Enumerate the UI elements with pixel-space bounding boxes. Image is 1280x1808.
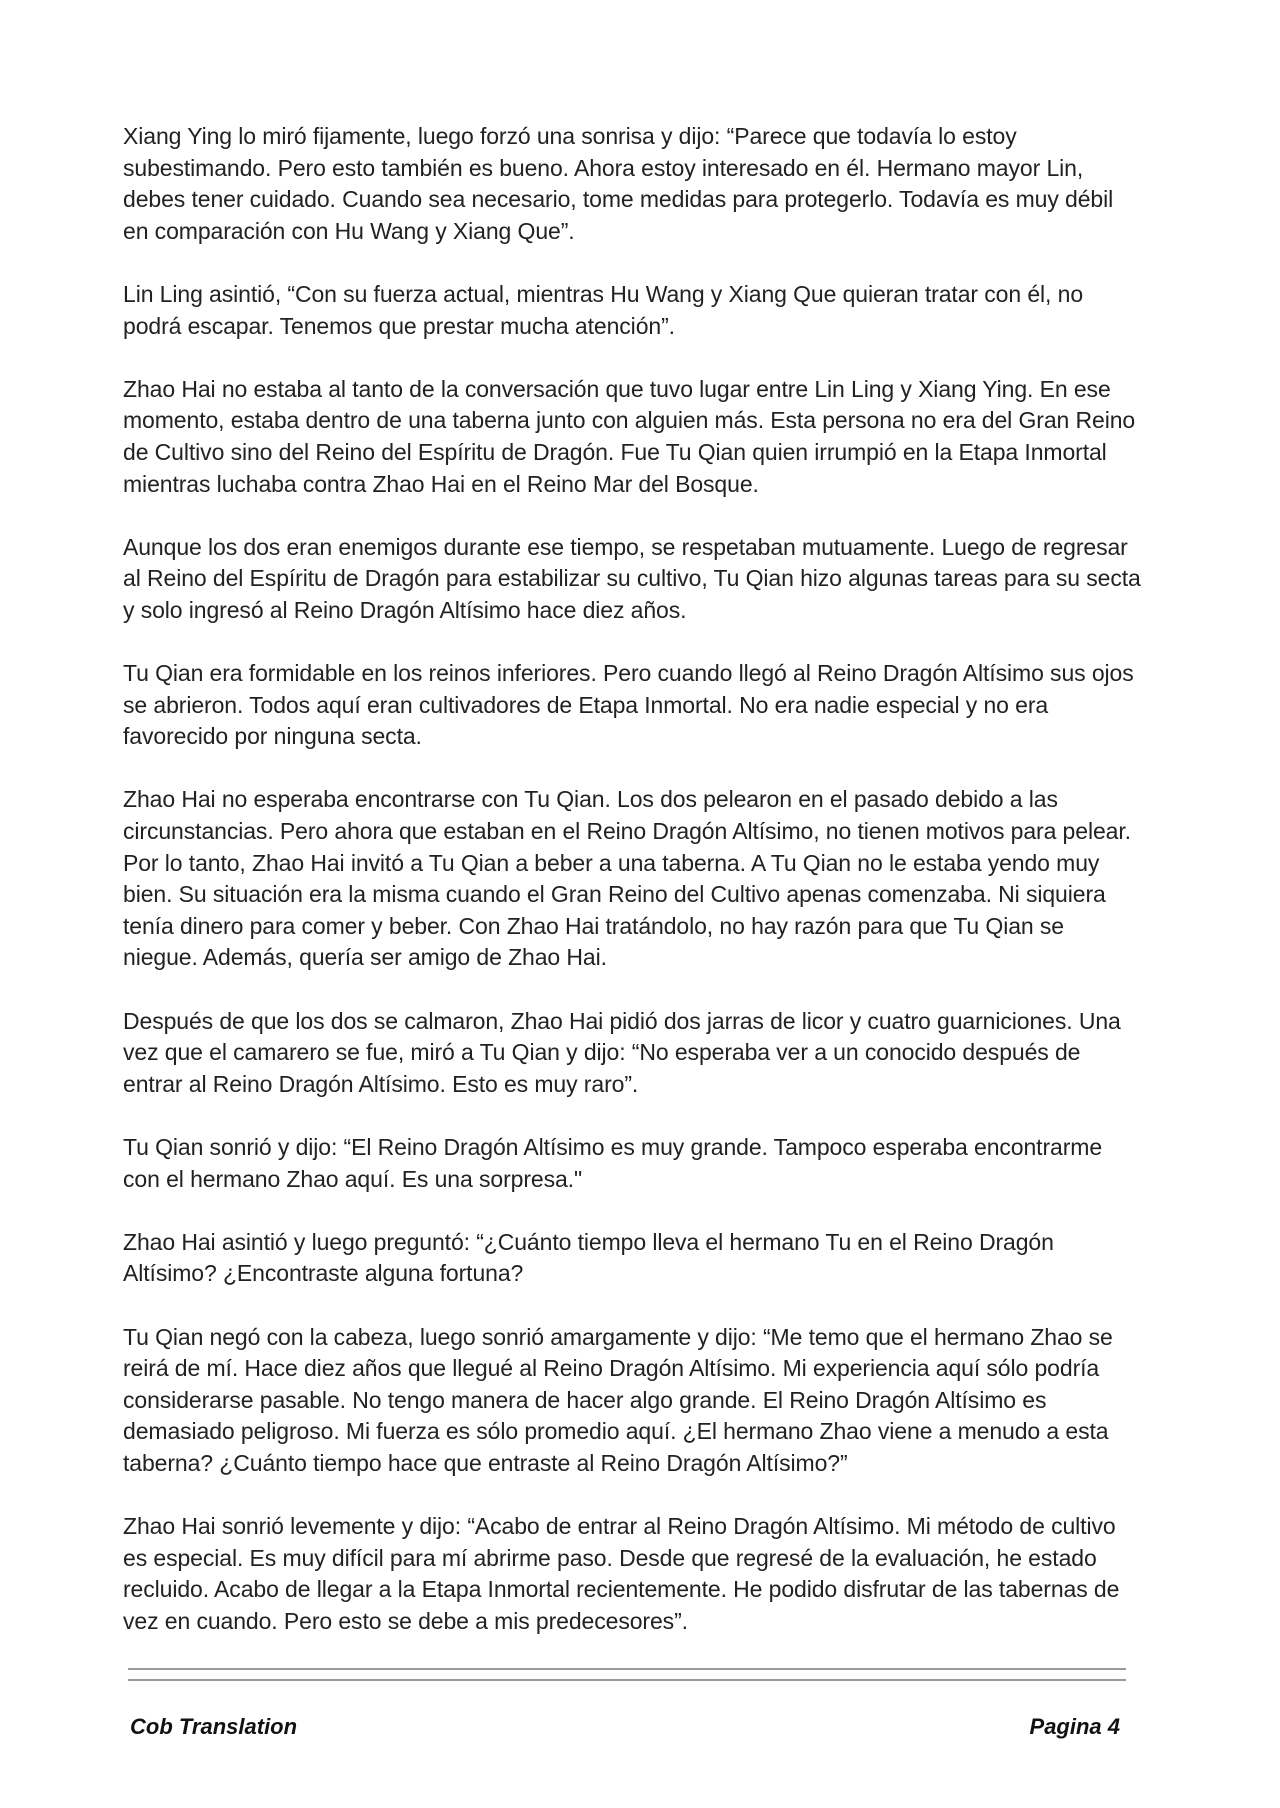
body-text — [123, 121, 1143, 1669]
paragraph: Zhao Hai no esperaba encontrarse con Tu Qian. Los dos pelearon en el pasado debido a las circunstancias. Pero ahora que estaban en el Reino Dragón Altísimo, no tienen motivos para pelear. Por lo tanto, Zhao Hai invitó a Tu Qian a beber a una taberna. A Tu Qian no le estaba yendo muy bien. Su situación era la misma cuando el Gran Reino del Cultivo apenas comenzaba. Ni siquiera tenía dinero para comer y beber. Con Zhao Hai tratándolo, no hay razón para que Tu Qian se niegue. Además, quería ser amigo de Zhao Hai. — [123, 786, 1131, 971]
footer-translator-credit: Cob Translation — [130, 1714, 298, 1739]
paragraph: Xiang Ying lo miró fijamente, luego forzó una sonrisa y dijo: “Parece que todavía lo estoy subestimando. Pero esto también es bueno. Ahora estoy interesado en él. Hermano mayor Lin, debes tener cuidado. Cuando sea necesario, tome medidas para protegerlo. Todavía es muy débil en comparación con Hu Wang y Xiang Que”. — [123, 123, 1114, 244]
paragraph: Zhao Hai no estaba al tanto de la conversación que tuvo lugar entre Lin Ling y Xiang Ying. En ese momento, estaba dentro de una taberna junto con alguien más. Esta persona no era del Gran Reino de Cultivo sino del Reino del Espíritu de Dragón. Fue Tu Qian quien irrumpió en la Etapa Inmortal mientras luchaba contra Zhao Hai en el Reino Mar del Bosque. — [123, 375, 1136, 497]
paragraph: Tu Qian sonrió y dijo: “El Reino Dragón Altísimo es muy grande. Tampoco esperaba encontrarme con el hermano Zhao aquí. Es una sorpresa." — [123, 1134, 1103, 1192]
paragraph: Lin Ling asintió, “Con su fuerza actual, mientras Hu Wang y Xiang Que quieran tratar con él, no podrá escapar. Tenemos que prestar mucha atención”. — [123, 280, 1084, 339]
footer-divider-top — [128, 1668, 1126, 1670]
paragraph: Zhao Hai sonrió levemente y dijo: “Acabo de entrar al Reino Dragón Altísimo. Mi método de cultivo es especial. Es muy difícil para mí abrirme paso. Desde que regresé de la evaluación, he estado recluido. Acabo de llegar a la Etapa Inmortal recientemente. He podido disfrutar de las tabernas de vez en cuando. Pero esto se debe a mis predecesores”. — [123, 1513, 1120, 1634]
paragraph: Aunque los dos eran enemigos durante ese tiempo, se respetaban mutuamente. Luego de regresar al Reino del Espíritu de Dragón para estabilizar su cultivo, Tu Qian hizo algunas tareas para su secta y solo ingresó al Reino Dragón Altísimo hace diez años. — [123, 533, 1141, 623]
paragraph: Después de que los dos se calmaron, Zhao Hai pidió dos jarras de licor y cuatro guarniciones. Una vez que el camarero se fue, miró a Tu Qian y dijo: “No esperaba ver a un conocido después de entrar al Reino Dragón Altísimo. Esto es muy raro”. — [123, 1007, 1121, 1097]
paragraph: Zhao Hai asintió y luego preguntó: “¿Cuánto tiempo lleva el hermano Tu en el Reino Dragón Altísimo? ¿Encontraste alguna fortuna? — [123, 1228, 1054, 1287]
footer-page-number: Pagina 4 — [1029, 1714, 1120, 1739]
paragraph: Tu Qian negó con la cabeza, luego sonrió amargamente y dijo: “Me temo que el hermano Zhao se reirá de mí. Hace diez años que llegué al Reino Dragón Altísimo. Mi experiencia aquí sólo podría considerarse pasable. No tengo manera de hacer algo grande. El Reino Dragón Altísimo es demasiado peligroso. Mi fuerza es sólo promedio aquí. ¿El hermano Zhao viene a menudo a esta taberna? ¿Cuánto tiempo hace que entraste al Reino Dragón Altísimo?” — [123, 1323, 1113, 1476]
footer-divider-bottom — [128, 1679, 1126, 1681]
paragraph: Tu Qian era formidable en los reinos inferiores. Pero cuando llegó al Reino Dragón Altísimo sus ojos se abrieron. Todos aquí eran cultivadores de Etapa Inmortal. No era nadie especial y no era favorecido por ninguna secta. — [123, 660, 1134, 750]
